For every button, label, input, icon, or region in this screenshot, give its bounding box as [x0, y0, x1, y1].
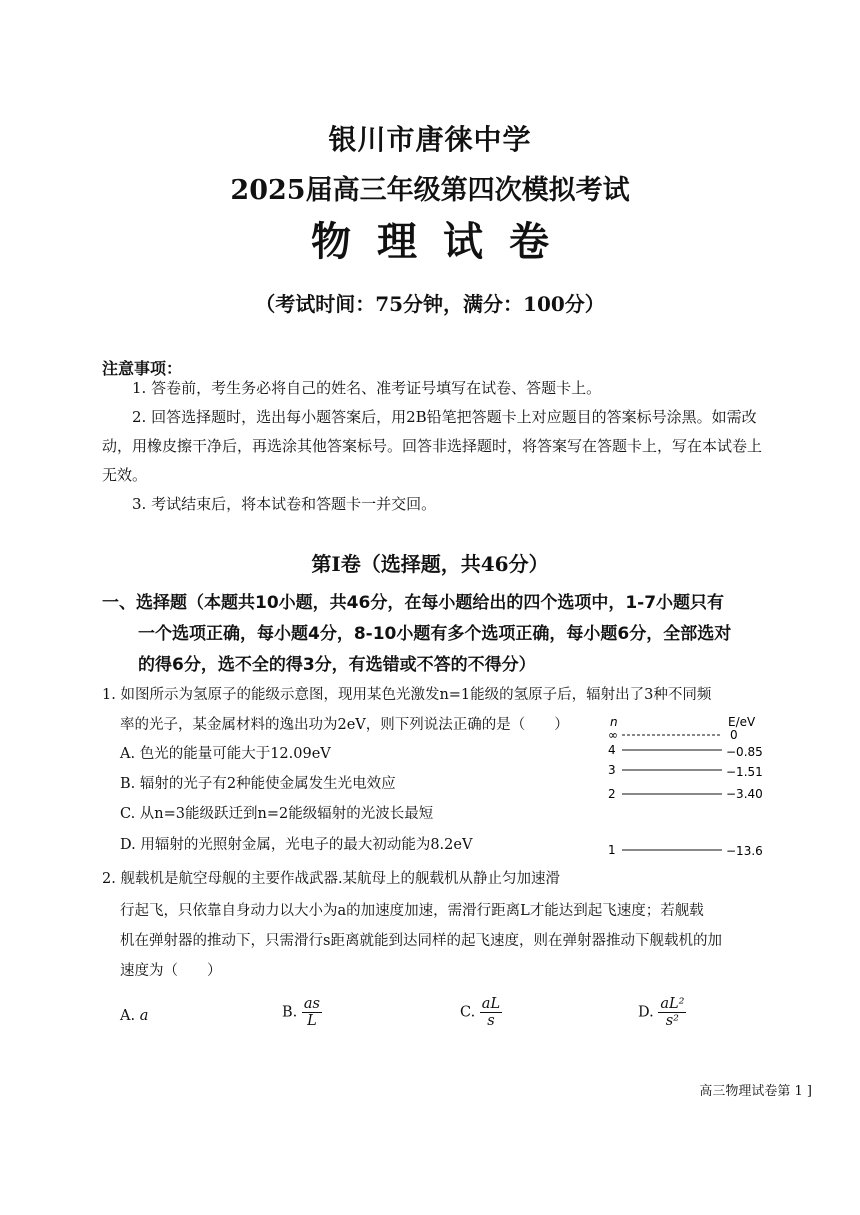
part-title: 第Ⅰ卷（选择题，共46分）: [311, 552, 549, 576]
energy-level-diagram: [600, 712, 775, 862]
level-n-inf: ∞: [608, 728, 618, 742]
q1-option-a: A. 色光的能量可能大于12.09eV: [120, 746, 331, 762]
q1-stem-line-2: 率的光子，某金属材料的逸出功为2eV，则下列说法正确的是（ ）: [120, 717, 569, 733]
q2-option-a-label: A.: [120, 1008, 136, 1024]
q2-option-c: [460, 996, 502, 1029]
level-n-3: 3: [608, 763, 616, 777]
q2-option-a: [120, 1008, 148, 1024]
notice-item-3: 3. 考试结束后，将本试卷和答题卡一并交回。: [132, 495, 437, 513]
section-title-line-1: 一、选择题（本题共10小题，共46分，在每小题给出的四个选项中，1-7小题只有: [102, 593, 725, 613]
q2-option-c-label: C.: [460, 1004, 476, 1021]
q2-option-a-value: a: [139, 1008, 149, 1024]
section-title: [102, 588, 792, 681]
level-e-inf: 0: [730, 728, 738, 742]
q2-option-d-label: D.: [638, 1004, 654, 1021]
section-title-line-2: 一个选项正确，每小题4分，8-10小题有多个选项正确，每小题6分，全部选对: [138, 624, 732, 644]
q2-option-b: [282, 996, 322, 1029]
q2-stem-line-3: 机在弹射器的推动下，只需滑行s距离就能到达同样的起飞速度，则在弹射器推动下舰载机的加: [120, 933, 722, 949]
q2-stem-line-1: 2. 舰载机是航空母舰的主要作战武器.某航母上的舰载机从静止匀加速滑: [102, 871, 561, 887]
q2-option-b-fraction: [302, 996, 322, 1029]
exam-title: 2025届高三年级第四次模拟考试: [230, 175, 630, 206]
q1-stem-line-1: 1. 如图所示为氢原子的能级示意图，现用某色光激发n=1能级的氢原子后，辐射出了3种不同频: [102, 687, 712, 703]
diagram-n-label: n: [610, 715, 618, 729]
q1-option-b: B. 辐射的光子有2种能使金属发生光电效应: [120, 776, 396, 792]
section-title-line-3: 的得6分，选不全的得3分，有选错或不答的不得分）: [138, 655, 536, 675]
level-n-4: 4: [608, 743, 616, 757]
q2-option-d-denominator: s²: [665, 1013, 679, 1029]
q2-option-d-fraction: [658, 996, 686, 1029]
level-e-1: −13.6: [726, 844, 763, 858]
level-e-2: −3.40: [726, 787, 763, 801]
level-e-4: −0.85: [726, 745, 763, 759]
notice-title: 注意事项：: [102, 359, 183, 378]
exam-time-info: （考试时间：75分钟，满分：100分）: [255, 292, 605, 316]
school-name: 银川市唐徕中学: [328, 123, 532, 156]
page-footer: 高三物理试卷第 1 ]: [699, 1084, 812, 1099]
q2-option-c-numerator: aL: [481, 996, 501, 1012]
subject-title: 物理试卷: [311, 218, 575, 265]
notice-list: [102, 374, 762, 519]
q2-stem-line-4: 速度为（ ）: [120, 963, 222, 979]
q2-option-b-numerator: as: [303, 996, 320, 1012]
level-n-1: 1: [608, 843, 616, 857]
q2-option-c-fraction: [480, 996, 502, 1029]
q2-option-c-denominator: s: [487, 1013, 495, 1029]
q2-option-d: [638, 996, 686, 1029]
q2-option-b-label: B.: [282, 1004, 298, 1021]
diagram-e-label: E/eV: [728, 715, 756, 729]
notice-item-1: 1. 答卷前，考生务必将自己的姓名、准考证号填写在试卷、答题卡上。: [132, 379, 602, 397]
q1-option-d: D. 用辐射的光照射金属，光电子的最大初动能为8.2eV: [120, 837, 473, 853]
notice-item-2: 2. 回答选择题时，选出每小题答案后，用2B铅笔把答题卡上对应题目的答案标号涂黑。如需改动，用橡皮擦干净后，再选涂其他答案标号。回答非选择题时，将答案写在答题卡上，写在本试卷上无效。: [102, 408, 763, 484]
level-e-3: −1.51: [726, 765, 763, 779]
q2-option-d-numerator: aL²: [660, 996, 685, 1012]
q2-stem-line-2: 行起飞，只依靠自身动力以大小为a的加速度加速，需滑行距离L才能达到起飞速度；若舰载: [120, 903, 704, 919]
q1-option-c: C. 从n=3能级跃迁到n=2能级辐射的光波长最短: [120, 806, 434, 822]
q2-option-b-denominator: L: [307, 1013, 317, 1029]
level-n-2: 2: [608, 787, 616, 801]
